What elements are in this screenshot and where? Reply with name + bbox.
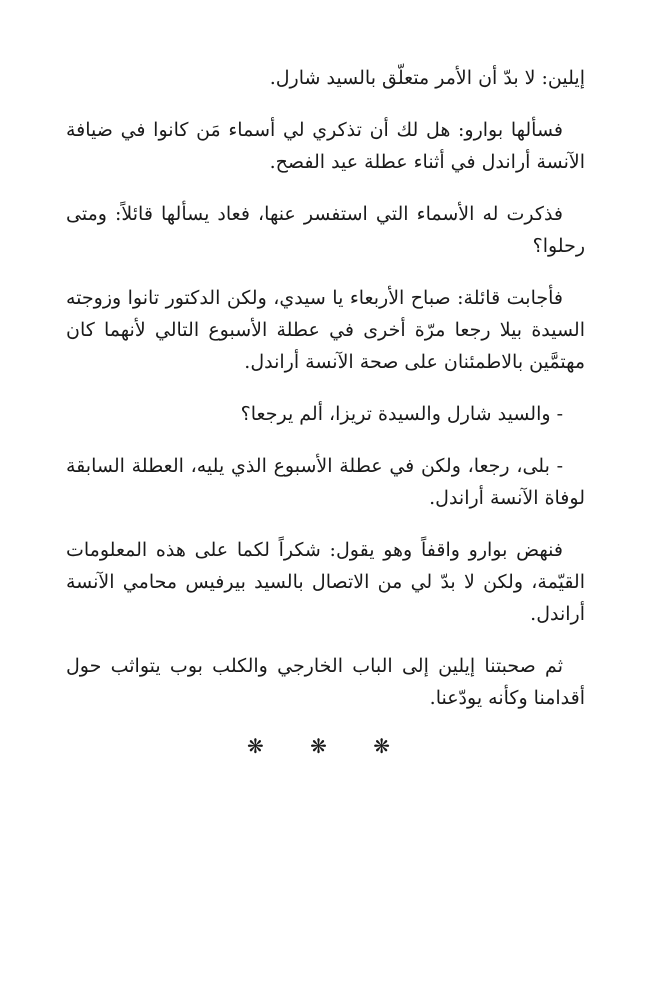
asterism-icon: ❋ [373, 734, 404, 758]
paragraph-3: فذكرت له الأسماء التي استفسر عنها، فعاد يسألها قائلاً: ومتى رحلوا؟ [66, 203, 585, 257]
asterism-icon: ❋ [310, 734, 341, 758]
asterism-icon: ❋ [246, 734, 278, 758]
paragraph-1: إيلين: لا بدّ أن الأمر متعلّق بالسيد شارل. [269, 67, 585, 89]
paragraph-2: فسألها بوارو: هل لك أن تذكري لي أسماء مَن كانوا في ضيافة الآنسة أراندل في أثناء عطلة عيد الفصح. [66, 119, 585, 173]
dialog-line-1: - والسيد شارل والسيدة تريزا، ألم يرجعا؟ [240, 403, 563, 425]
dialog-line-2: - بلى، رجعا، ولكن في عطلة الأسبوع الذي يليه، العطلة السابقة لوفاة الآنسة أراندل. [66, 455, 585, 509]
paragraph-4: فأجابت قائلة: صباح الأربعاء يا سيدي، ولكن الدكتور تانوا وزوجته السيدة بيلا رجعا مرّة أخرى في عطلة الأسبوع التالي لأنهما كان مهتمَّين بالاطمئنان على صحة الآنسة أراندل. [66, 287, 585, 373]
paragraph-8: ثم صحبتنا إيلين إلى الباب الخارجي والكلب بوب يتواثب حول أقدامنا وكأنه يودّعنا. [66, 655, 585, 709]
paragraph-7: فنهض بوارو واقفاً وهو يقول: شكراً لكما على هذه المعلومات القيّمة، ولكن لا بدّ لي من الاتصال بالسيد بيرفيس محامي الآنسة أراندل. [66, 539, 585, 625]
section-separator [66, 734, 585, 758]
